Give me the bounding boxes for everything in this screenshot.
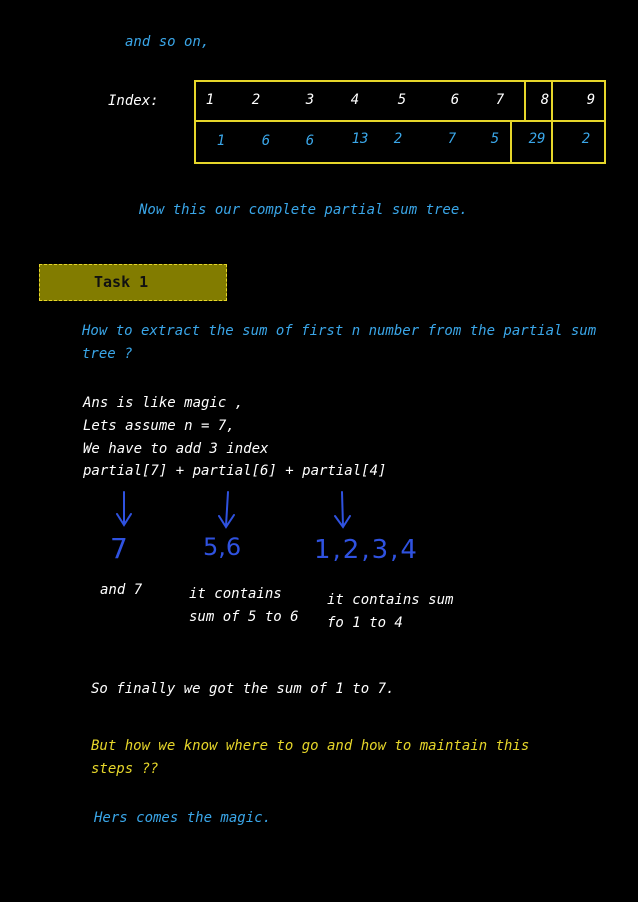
question-line-1: How to extract the sum of first n number from the partial sum <box>82 323 597 339</box>
magic-text: Hers comes the magic. <box>94 810 272 826</box>
answer-line-2: Lets assume n = 7, <box>83 418 235 434</box>
value-cell: 5 <box>490 131 500 147</box>
handwritten-1-to-4: 1,2,3,4 <box>314 535 419 565</box>
down-arrow-icon <box>215 490 239 532</box>
value-cell: 2 <box>581 131 591 147</box>
index-cell: 9 <box>586 92 596 108</box>
explanation-first: and 7 <box>100 582 143 598</box>
answer-line-3: We have to add 3 index <box>83 441 269 457</box>
answer-line-4: partial[7] + partial[6] + partial[4] <box>83 463 387 479</box>
handwritten-5-6: 5,6 <box>203 533 242 561</box>
answer-line-1: Ans is like magic , <box>83 395 244 411</box>
index-cell: 3 <box>305 92 315 108</box>
down-arrow-icon <box>331 490 355 532</box>
explanation-third-line-1: it contains sum <box>327 592 454 608</box>
value-cell: 6 <box>305 133 315 149</box>
value-cell: 7 <box>447 131 457 147</box>
explanation-second-line-2: sum of 5 to 6 <box>189 609 299 625</box>
task-label: Task 1 <box>94 273 149 291</box>
index-table <box>194 80 604 164</box>
index-cell: 7 <box>495 92 505 108</box>
followup-line-2: steps ?? <box>91 761 159 777</box>
index-cell: 6 <box>450 92 460 108</box>
value-cell: 6 <box>261 133 271 149</box>
index-cell: 2 <box>251 92 261 108</box>
value-cell: 29 <box>528 131 546 147</box>
index-cell: 1 <box>205 92 215 108</box>
question-line-2: tree ? <box>82 346 133 362</box>
value-cell: 1 <box>216 133 226 149</box>
value-cell: 13 <box>351 131 369 147</box>
intro-text: and so on, <box>125 34 210 50</box>
conclusion-text: So finally we got the sum of 1 to 7. <box>91 681 395 697</box>
followup-line-1: But how we know where to go and how to maintain this <box>91 738 530 754</box>
down-arrow-icon <box>112 490 136 530</box>
handwritten-7: 7 <box>110 532 128 565</box>
index-cell: 5 <box>397 92 407 108</box>
index-cell: 8 <box>540 92 550 108</box>
index-label: Index: <box>108 93 159 109</box>
complete-note: Now this our complete partial sum tree. <box>139 202 468 218</box>
value-cell: 2 <box>393 131 403 147</box>
task-banner <box>39 264 227 301</box>
index-cell: 4 <box>350 92 360 108</box>
explanation-second-line-1: it contains <box>189 586 282 602</box>
explanation-third-line-2: fo 1 to 4 <box>327 615 403 631</box>
